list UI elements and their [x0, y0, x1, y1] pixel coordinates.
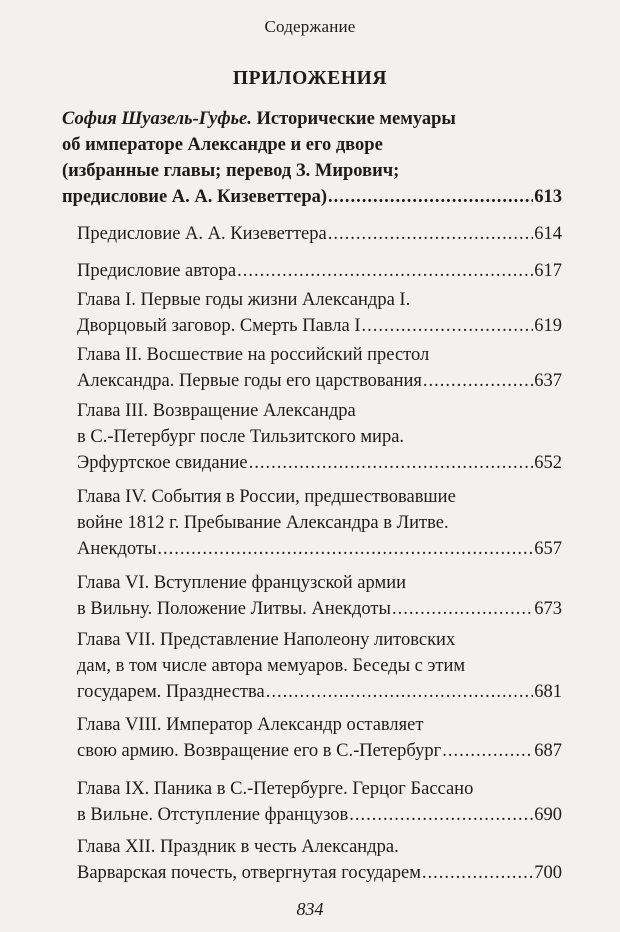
- dot-leader: [266, 679, 534, 705]
- toc-entry: [62, 342, 562, 394]
- toc-entry-line: Глава II. Восшествие на российский престол: [77, 345, 430, 365]
- toc-entry-text: Дворцовый заговор. Смерть Павла I: [77, 316, 361, 336]
- dot-leader: [328, 184, 533, 210]
- page-number: 690: [534, 805, 562, 825]
- page-number: 613: [534, 187, 562, 207]
- toc-entry: [62, 221, 562, 247]
- toc-entry-text: Эрфуртское свидание: [77, 453, 248, 473]
- toc-entry-last-line: [77, 802, 562, 828]
- toc-entry: [62, 484, 562, 562]
- main-entry-line-2: об императоре Александре и его дворе: [62, 135, 383, 155]
- toc-entry-text: в Вильне. Отступление французов: [77, 805, 349, 825]
- dot-leader: [392, 596, 533, 622]
- page-number: 700: [534, 863, 562, 883]
- toc-entry-last-line: [77, 368, 562, 394]
- toc-entry-line: Глава VIII. Император Александр оставляет: [77, 715, 424, 735]
- toc-entry: [62, 258, 562, 284]
- toc-entry-text: Александра. Первые годы его царствования: [77, 371, 422, 391]
- toc-entry-line: войне 1812 г. Пребывание Александра в Литве.: [77, 513, 449, 533]
- toc-entry-line: в С.-Петербург после Тильзитского мира.: [77, 427, 405, 447]
- toc-entry-last-line: [77, 450, 562, 476]
- page-number: 673: [534, 599, 562, 619]
- toc-entry-line: Глава III. Возвращение Александра: [77, 401, 356, 421]
- page-number: 657: [534, 539, 562, 559]
- section-title: ПРИЛОЖЕНИЯ: [232, 68, 388, 89]
- toc-entry-line: дам, в том числе автора мемуаров. Беседы с этим: [77, 656, 466, 676]
- toc-entry-text: свою армию. Возвращение его в С.-Петербург: [77, 741, 442, 761]
- toc-entry-line: Глава I. Первые годы жизни Александра I.: [77, 290, 411, 310]
- main-entry-line-4: [62, 184, 562, 210]
- main-entry-last-text: предисловие А. А. Кизеветтера): [62, 187, 328, 207]
- dot-leader: [237, 258, 533, 284]
- toc-entry-last-line: [77, 860, 562, 886]
- page-number: 637: [534, 371, 562, 391]
- toc-entry-text: Анекдоты: [77, 539, 157, 559]
- toc-entry-last-line: [77, 596, 562, 622]
- dot-leader: [328, 221, 534, 247]
- toc-entry-line: Глава XII. Праздник в честь Александра.: [77, 837, 399, 857]
- toc-entry-line: Глава IX. Паника в С.-Петербурге. Герцог Бассано: [77, 779, 474, 799]
- toc-entry-last-line: [77, 313, 562, 339]
- toc-entry-text: Предисловие автора: [77, 261, 237, 281]
- page-number: 619: [534, 316, 562, 336]
- running-head: Содержание: [264, 17, 356, 36]
- toc-entry-text: Предисловие А. А. Кизеветтера: [77, 224, 327, 244]
- toc-entry-line: Глава IV. События в России, предшествовавшие: [77, 487, 456, 507]
- toc-entry-text: в Вильну. Положение Литвы. Анекдоты: [77, 599, 391, 619]
- toc-entry: [62, 398, 562, 476]
- dot-leader: [349, 802, 533, 828]
- toc-entry-last-line: [77, 679, 562, 705]
- toc-entry: [62, 776, 562, 828]
- toc-main-entry: [62, 106, 562, 210]
- main-entry-line-3: (избранные главы; перевод З. Мирович;: [62, 161, 400, 181]
- page-number: 687: [534, 741, 562, 761]
- toc-entry-last-line: [77, 258, 562, 284]
- toc-entry-line: Глава VI. Вступление французской армии: [77, 573, 406, 593]
- page-number: 614: [534, 224, 562, 244]
- dot-leader: [249, 450, 534, 476]
- toc-entry-text: Варварская почесть, отвергнутая государем: [77, 863, 421, 883]
- page-number: 681: [534, 682, 562, 702]
- page-number: 652: [534, 453, 562, 473]
- dot-leader: [442, 738, 533, 764]
- dot-leader: [157, 536, 533, 562]
- main-entry-work-title: Исторические мемуары: [256, 109, 456, 129]
- toc-entry: [62, 712, 562, 764]
- main-entry-line-1: [62, 106, 562, 132]
- dot-leader: [422, 860, 533, 886]
- page-number: 617: [534, 261, 562, 281]
- toc-entry: [62, 287, 562, 339]
- toc-entry-last-line: [77, 221, 562, 247]
- toc-entry: [62, 570, 562, 622]
- toc-entry: [62, 834, 562, 886]
- dot-leader: [362, 313, 534, 339]
- toc-entry: [62, 627, 562, 705]
- main-entry-author: София Шуазель-Гуфье.: [62, 109, 252, 129]
- dot-leader: [423, 368, 533, 394]
- toc-entry-line: Глава VII. Представление Наполеону литовских: [77, 630, 456, 650]
- toc-entry-last-line: [77, 536, 562, 562]
- toc-entry-text: государем. Празднества: [77, 682, 265, 702]
- page-folio: 834: [296, 899, 324, 919]
- toc-entry-last-line: [77, 738, 562, 764]
